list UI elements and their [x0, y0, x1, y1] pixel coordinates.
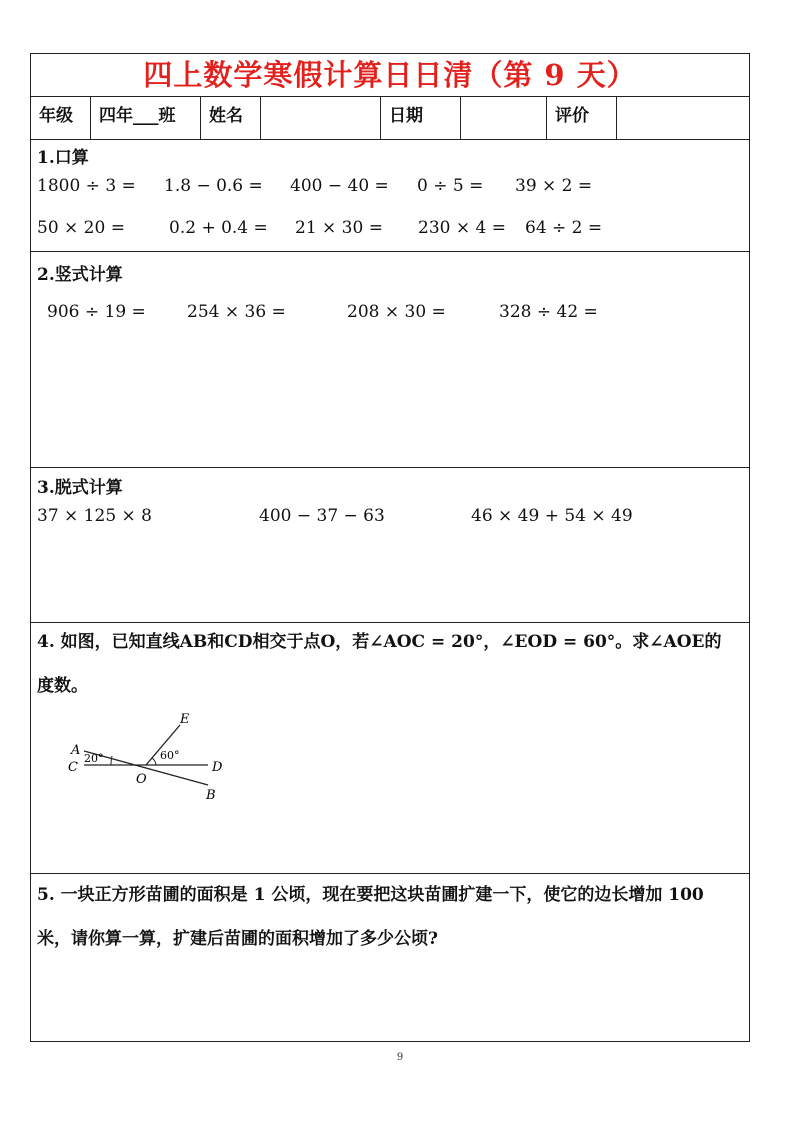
date-label: 日期 — [381, 97, 461, 139]
section-mental-math — [31, 140, 749, 252]
section-step-calc — [31, 468, 749, 623]
problem: 208 × 30 = — [347, 302, 446, 322]
problem: 1.8 − 0.6 = — [164, 176, 263, 196]
page-title: 四上数学寒假计算日日清（第 9 天） — [31, 54, 749, 97]
problem: 906 ÷ 19 = — [47, 302, 146, 322]
problem: 39 × 2 = — [515, 176, 593, 196]
section-title: 1.口算 — [37, 148, 89, 168]
label-b: B — [206, 788, 216, 803]
label-e: E — [180, 712, 190, 727]
problem: 64 ÷ 2 = — [525, 218, 603, 238]
problem: 0 ÷ 5 = — [417, 176, 484, 196]
worksheet — [30, 53, 750, 1042]
question-line-1: 5. 一块正方形苗圃的面积是 1 公顷，现在要把这块苗圃扩建一下，使它的边长增加 100 — [37, 885, 704, 905]
problem: 328 ÷ 42 = — [499, 302, 598, 322]
problem: 46 × 49 + 54 × 49 — [471, 506, 633, 526]
name-field — [261, 97, 381, 139]
question-line-1: 4. 如图，已知直线AB和CD相交于点O，若∠AOC = 20°，∠EOD = 60°。求∠AOE的 — [37, 632, 722, 652]
problem: 37 × 125 × 8 — [37, 506, 152, 526]
angle-aoc-label: 20° — [84, 752, 104, 765]
label-a: A — [71, 743, 81, 758]
section-angle-problem — [31, 623, 749, 874]
problem: 400 − 40 = — [290, 176, 389, 196]
problem: 0.2 + 0.4 = — [169, 218, 268, 238]
date-field — [461, 97, 547, 139]
info-row — [31, 97, 749, 140]
problem: 230 × 4 = — [418, 218, 506, 238]
problem: 254 × 36 = — [187, 302, 286, 322]
label-o: O — [136, 772, 147, 787]
name-label: 姓名 — [201, 97, 261, 139]
section-title: 3.脱式计算 — [37, 478, 123, 498]
problem: 50 × 20 = — [37, 218, 125, 238]
grade-label: 年级 — [31, 97, 91, 139]
label-d: D — [212, 760, 223, 775]
eval-field — [617, 97, 749, 139]
eval-label: 评价 — [547, 97, 617, 139]
question-line-2: 度数。 — [37, 676, 88, 696]
section-title: 2.竖式计算 — [37, 265, 123, 285]
class-field: 四年___班 — [91, 97, 201, 139]
angle-eod-label: 60° — [160, 749, 180, 762]
problem: 21 × 30 = — [295, 218, 383, 238]
problem: 1800 ÷ 3 = — [37, 176, 136, 196]
label-c: C — [68, 760, 78, 775]
section-area-problem — [31, 874, 749, 1040]
angle-figure — [56, 709, 256, 829]
question-line-2: 米，请你算一算，扩建后苗圃的面积增加了多少公顷? — [37, 929, 438, 949]
section-column-calc — [31, 252, 749, 468]
problem: 400 − 37 − 63 — [259, 506, 385, 526]
page-number: 9 — [396, 1052, 404, 1063]
